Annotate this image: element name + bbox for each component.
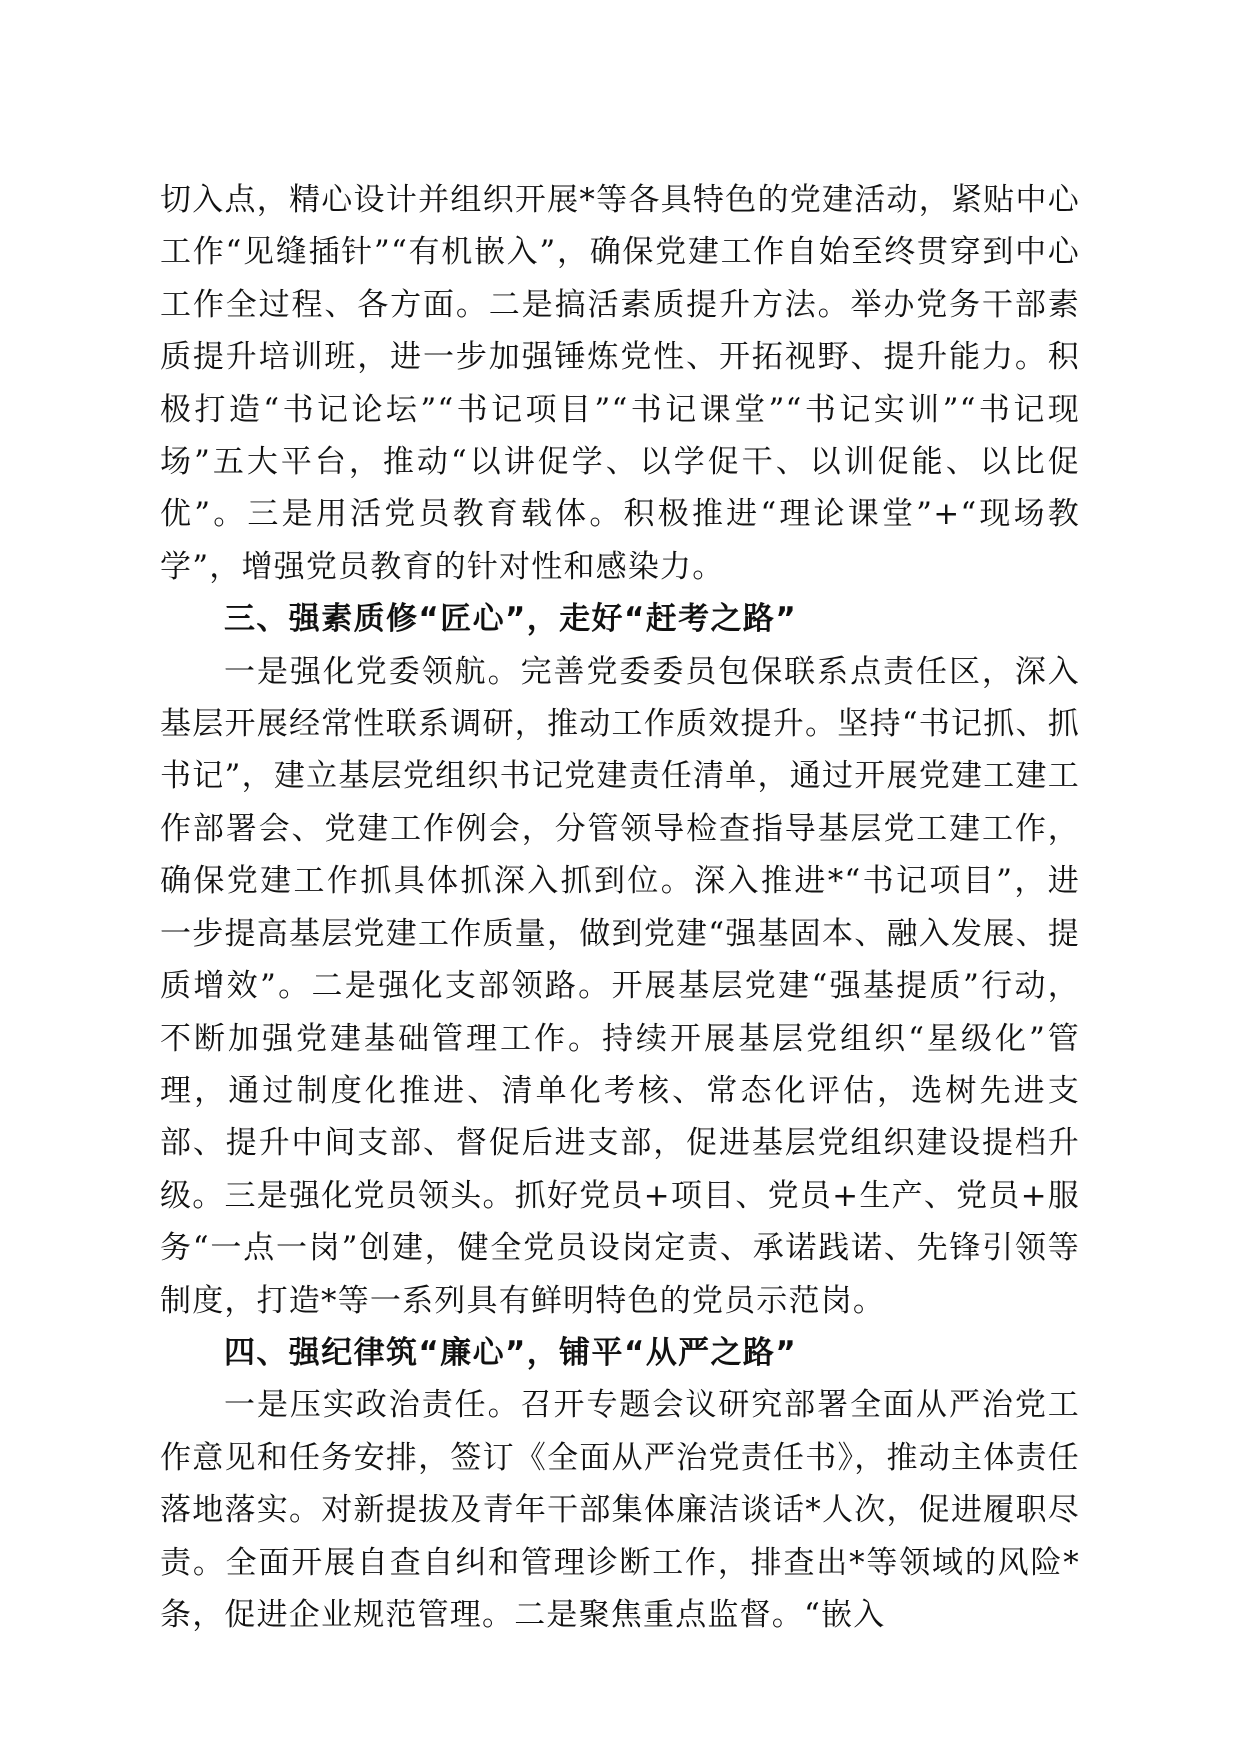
document-body [160, 174, 1080, 1641]
section-heading-three: 三、强素质修“匠心”，走好“赶考之路” [224, 601, 798, 638]
section-heading-four: 四、强纪律筑“廉心”，铺平“从严之路” [224, 1334, 798, 1371]
paragraph-continuation: 切入点，精心设计并组织开展*等各具特色的党建活动，紧贴中心工作“见缝插针”“有机嵌入”，确保党建工作自始至终贯穿到中心工作全过程、各方面。二是搞活素质提升方法。举办党务干部素质提升培训班，进一步加强锤炼党性、开拓视野、提升能力。积极打造“书记论坛”“书记项目”“书记课堂”“书记实训”“书记现场”五大平台，推动“以讲促学、以学促干、以训促能、以比促优”。三是用活党员教育载体。积极推进“理论课堂”+“现场教学”，增强党员教育的针对性和感染力。 [160, 182, 1080, 585]
paragraph-section-three: 一是强化党委领航。完善党委委员包保联系点责任区，深入基层开展经常性联系调研，推动工作质效提升。坚持“书记抓、抓书记”，建立基层党组织书记党建责任清单，通过开展党建工建工作部署会、党建工作例会，分管领导检查指导基层党工建工作，确保党建工作抓具体抓深入抓到位。深入推进*“书记项目”，进一步提高基层党建工作质量，做到党建“强基固本、融入发展、提质增效”。二是强化支部领路。开展基层党建“强基提质”行动，不断加强党建基础管理工作。持续开展基层党组织“星级化”管理，通过制度化推进、清单化考核、常态化评估，选树先进支部、提升中间支部、督促后进支部，促进基层党组织建设提档升级。三是强化党员领头。抓好党员+项目、党员+生产、党员+服务“一点一岗”创建，健全党员设岗定责、承诺践诺、先锋引领等制度，打造*等一系列具有鲜明特色的党员示范岗。 [160, 653, 1080, 1319]
paragraph-section-four: 一是压实政治责任。召开专题会议研究部署全面从严治党工作意见和任务安排，签订《全面从严治党责任书》，推动主体责任落地落实。对新提拔及青年干部集体廉洁谈话*人次，促进履职尽责。全面开展自查自纠和管理诊断工作，排查出*等领域的风险*条，促进企业规范管理。二是聚焦重点监督。“嵌入 [160, 1387, 1080, 1633]
